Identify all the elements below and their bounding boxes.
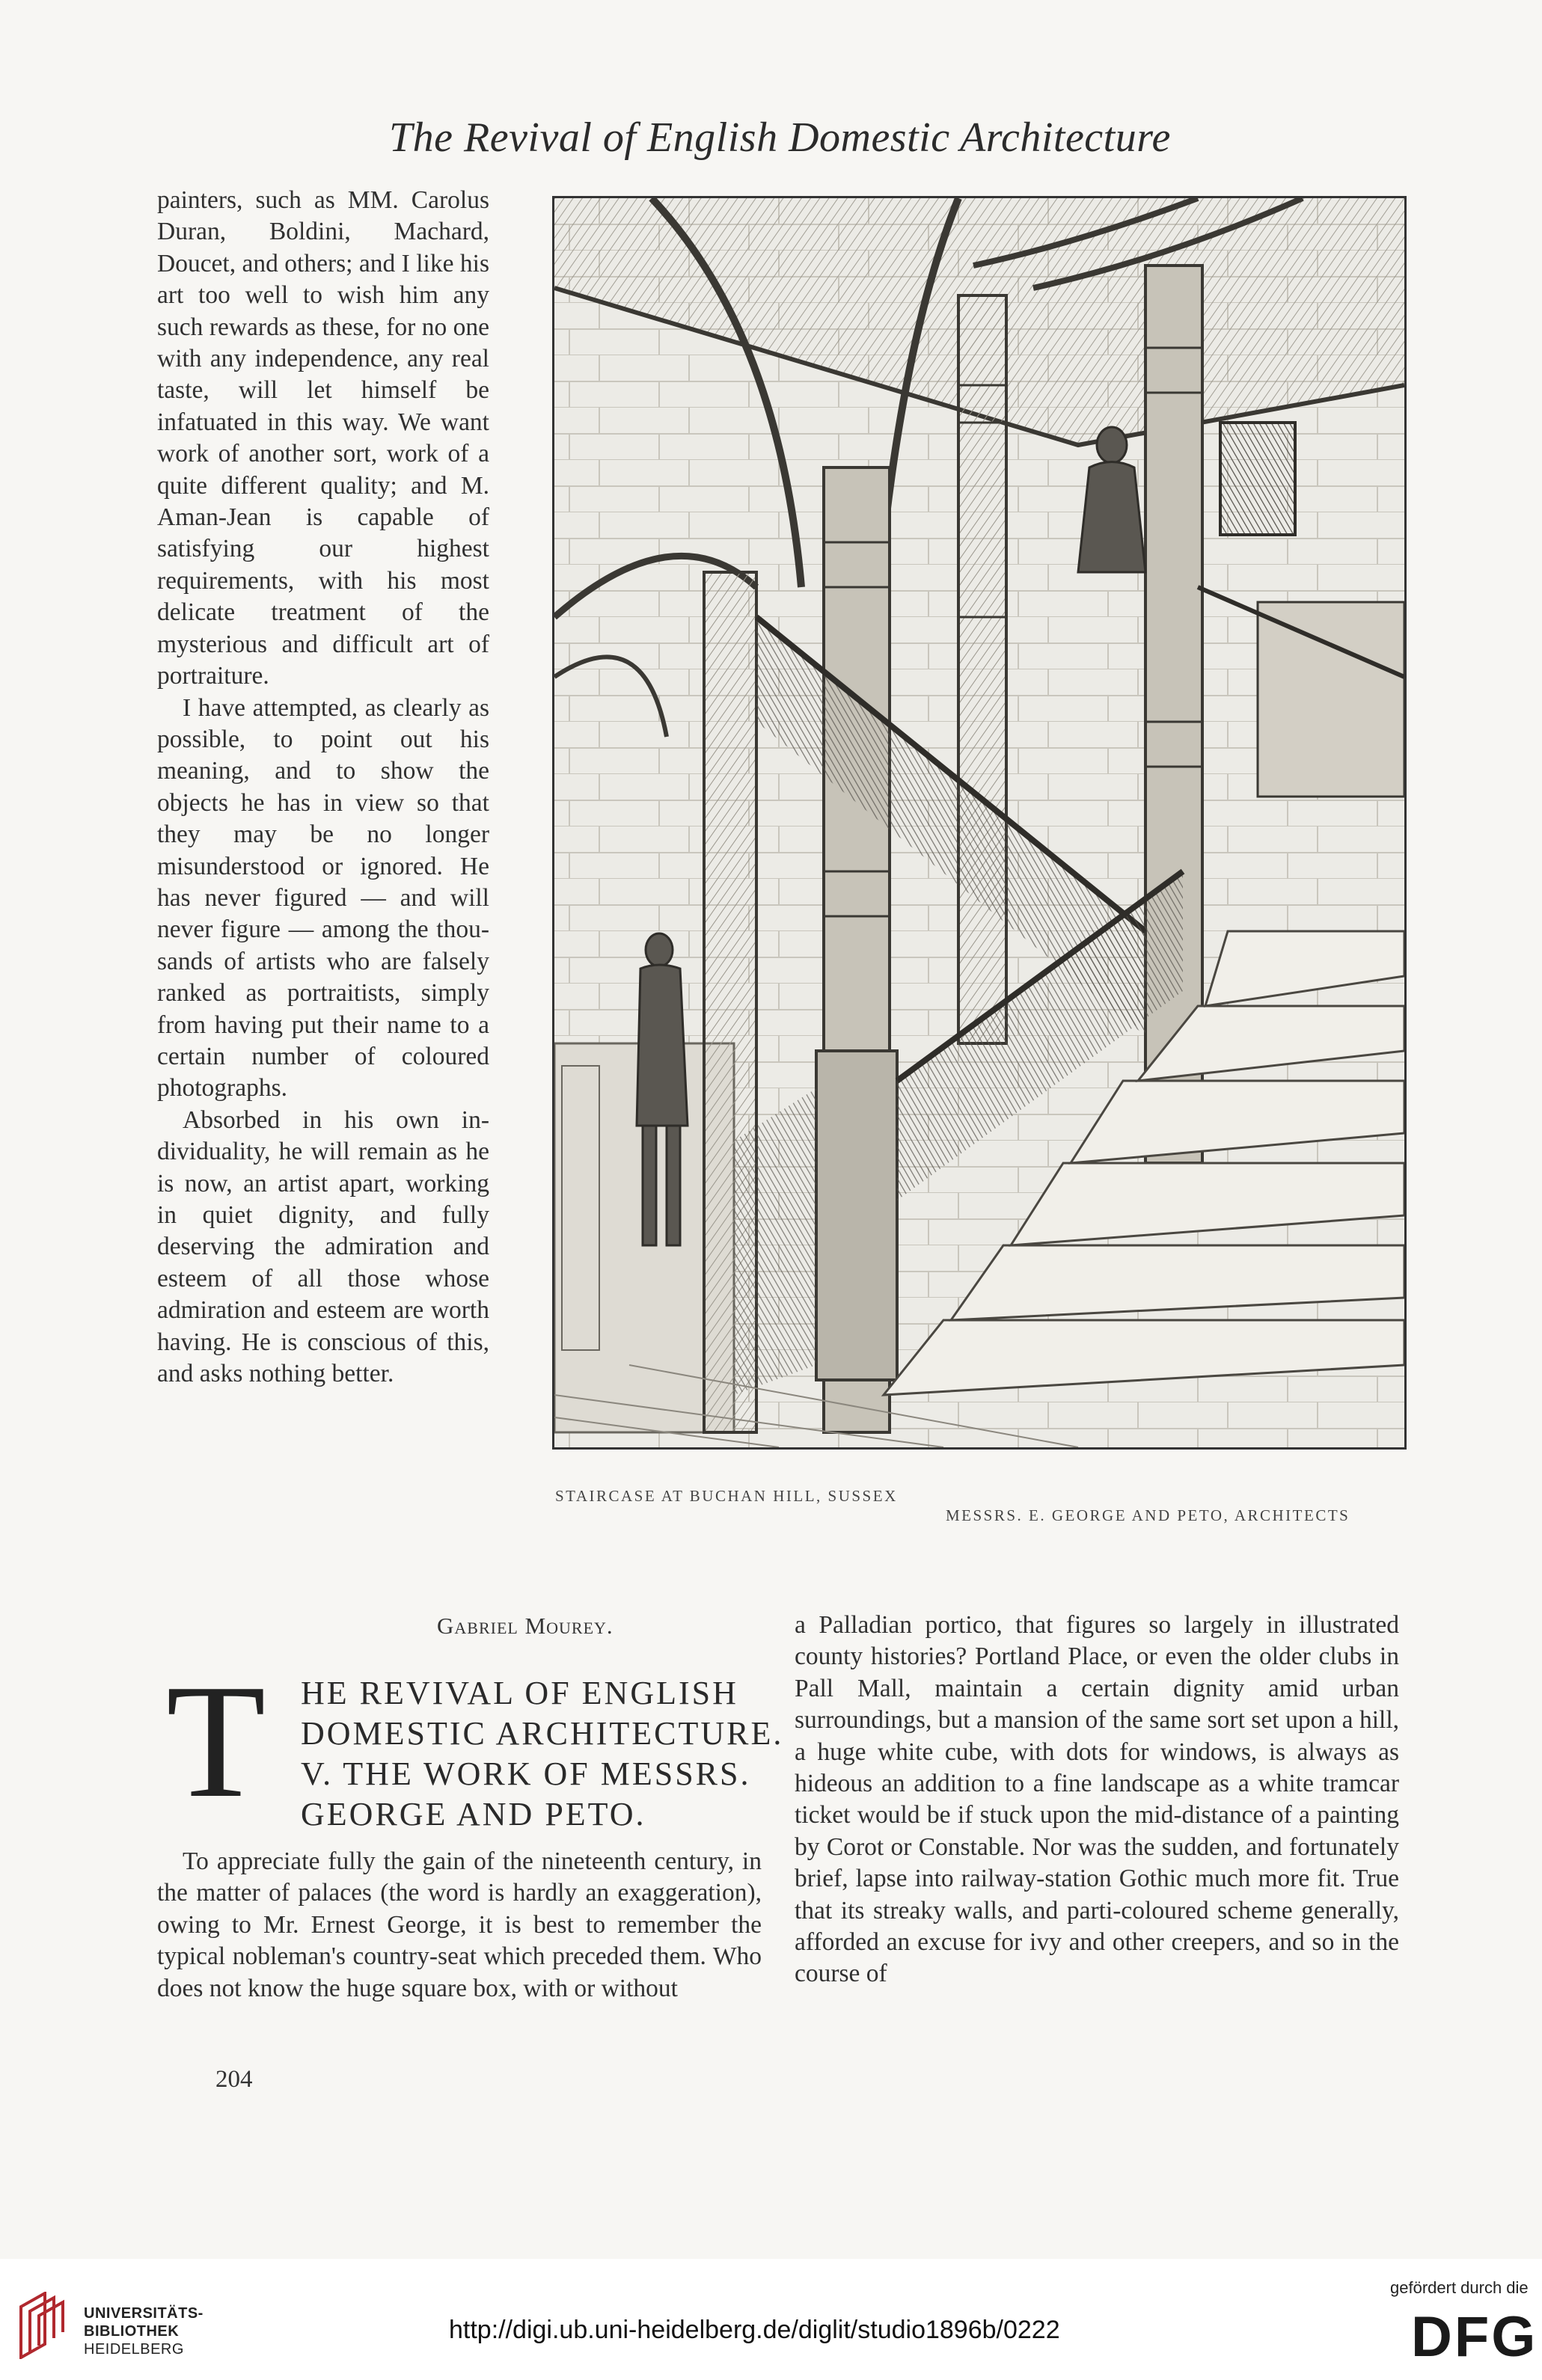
article-heading [153,1651,784,1835]
paragraph: painters, such as MM. Carolus Duran, Boldini, Machard, Doucet, and others; and I like his art too well to wish him any such rewards as these, for no one with any independence, any real taste, will let himself be infatuated in this way. We want work of another sort, work of a quite different quality; and M. Aman-Jean is capable of satisfying our highest requirements, with his most delicate treatment of the mysterious and difficult art of portraiture. [157,186,489,690]
staircase-illustration [552,196,1407,1450]
article-body-right [795,1610,1399,1990]
heading-line: GEORGE AND PETO. [301,1796,646,1832]
paragraph: To appreciate fully the gain of the nineteenth century, in the matter of palaces (the word is hardly an exaggeration), owing to Mr. Ernest George, it is best to remember the typical nobleman's country-seat which preceded them. Who does not know the huge square box, with or without [157,1847,762,2002]
staircase-engraving [554,198,1404,1447]
illustration-caption: STAIRCASE AT BUCHAN HILL, SUSSEX [555,1487,898,1505]
page-number: 204 [215,2066,253,2093]
running-head: The Revival of English Domestic Architecture [389,114,1171,161]
paragraph: a Palladian portico, that figures so largely in illustrated county histories? Portland Place, or even the older clubs in Pall Mall, maintain a certain dignity amid urban surroundings, but a mansion of the same sort set upon a hill, a huge white cube, with dots for windows, is always as hideous an addition to a fine landscape as a white tramcar ticket would be if stuck upon the mid-distance of a painting by Corot or Constable. Nor was the sudden, and fortunately brief, lapse into railway-station Gothic much more fit. True that its streaky walls, and parti-coloured scheme generally, afforded an excuse for ivy and other creepers, and so in the course of [795,1611,1399,1988]
paragraph: Absorbed in his own individuality, he will remain as he is now, an artist apart, working in quiet dignity, and fully deserving the admiration and esteem of all those whose admiration and esteem are worth having. He is conscious of this, and asks nothing better. [157,1105,489,1388]
author-signature: Gabriel Mourey. [437,1613,614,1639]
heading-line: V. THE WORK OF MESSRS. [301,1755,751,1792]
library-name-line: UNIVERSITÄTS- [84,2305,204,2322]
article-body-left [157,1846,762,2005]
paragraph: I have attempted, as clearly as possible, to point out his meaning, and to show the objects he has in view so that they may be no longer misunderstood or ignored. He has never figured — and will never figure — among the thousands of artists who are falsely ranked as portraitists, simply from having put their name to a certain number of coloured photographs. [157,693,489,1102]
library-logo-icon [15,2292,67,2359]
drop-cap: T [166,1651,266,1832]
funder-logo: DFG [1411,2305,1538,2369]
left-column-text [157,185,489,1390]
heading-line: DOMESTIC ARCHITECTURE. [301,1715,784,1752]
digitization-footer [0,2259,1542,2380]
source-url-link[interactable]: http://digi.ub.uni-heidelberg.de/diglit/studio1896b/0222 [449,2316,1060,2344]
library-name-line: HEIDELBERG [84,2341,184,2358]
illustration-credit: MESSRS. E. GEORGE AND PETO, ARCHITECTS [946,1506,1350,1524]
heading-line: HE REVIVAL OF ENGLISH [301,1675,738,1711]
library-name-line: BIBLIOTHEK [84,2323,180,2340]
funding-label: gefördert durch die [1390,2278,1529,2297]
